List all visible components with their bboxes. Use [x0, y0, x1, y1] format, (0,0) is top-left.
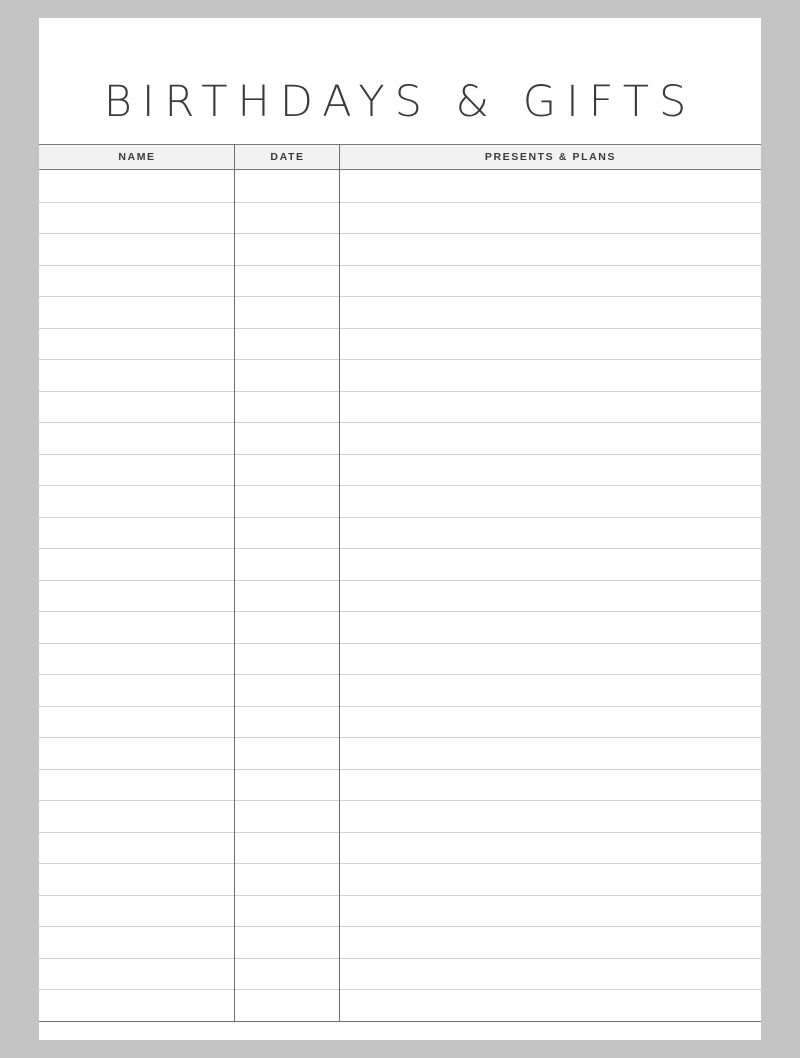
- table-row: [39, 611, 761, 612]
- table-header: [39, 144, 761, 170]
- table-row: [39, 737, 761, 738]
- table-row: [39, 895, 761, 896]
- table-row: [39, 328, 761, 329]
- table-body: [39, 170, 761, 1022]
- page-title: BIRTHDAYS & GIFTS: [103, 77, 697, 127]
- birthday-table: [39, 144, 761, 1022]
- table-row: [39, 926, 761, 927]
- table-row: [39, 674, 761, 675]
- table-row: [39, 359, 761, 360]
- table-row: [39, 233, 761, 234]
- table-row: [39, 958, 761, 959]
- table-row: [39, 989, 761, 990]
- column-header-presents: PRESENTS & PLANS: [484, 151, 617, 163]
- column-header-date: DATE: [270, 151, 305, 163]
- table-row: [39, 454, 761, 455]
- column-divider-date-presents: [339, 144, 340, 1022]
- column-header-name: NAME: [118, 151, 156, 163]
- table-row: [39, 706, 761, 707]
- table-bottom-border: [39, 1021, 761, 1022]
- column-divider-name-date: [234, 144, 235, 1022]
- planner-sheet: [39, 18, 761, 1040]
- table-row: [39, 580, 761, 581]
- table-row: [39, 800, 761, 801]
- table-row: [39, 391, 761, 392]
- table-row: [39, 769, 761, 770]
- table-row: [39, 265, 761, 266]
- table-row: [39, 517, 761, 518]
- table-row: [39, 548, 761, 549]
- table-row: [39, 422, 761, 423]
- table-row: [39, 832, 761, 833]
- table-row: [39, 202, 761, 203]
- table-row: [39, 863, 761, 864]
- table-row: [39, 296, 761, 297]
- table-row: [39, 643, 761, 644]
- table-row: [39, 485, 761, 486]
